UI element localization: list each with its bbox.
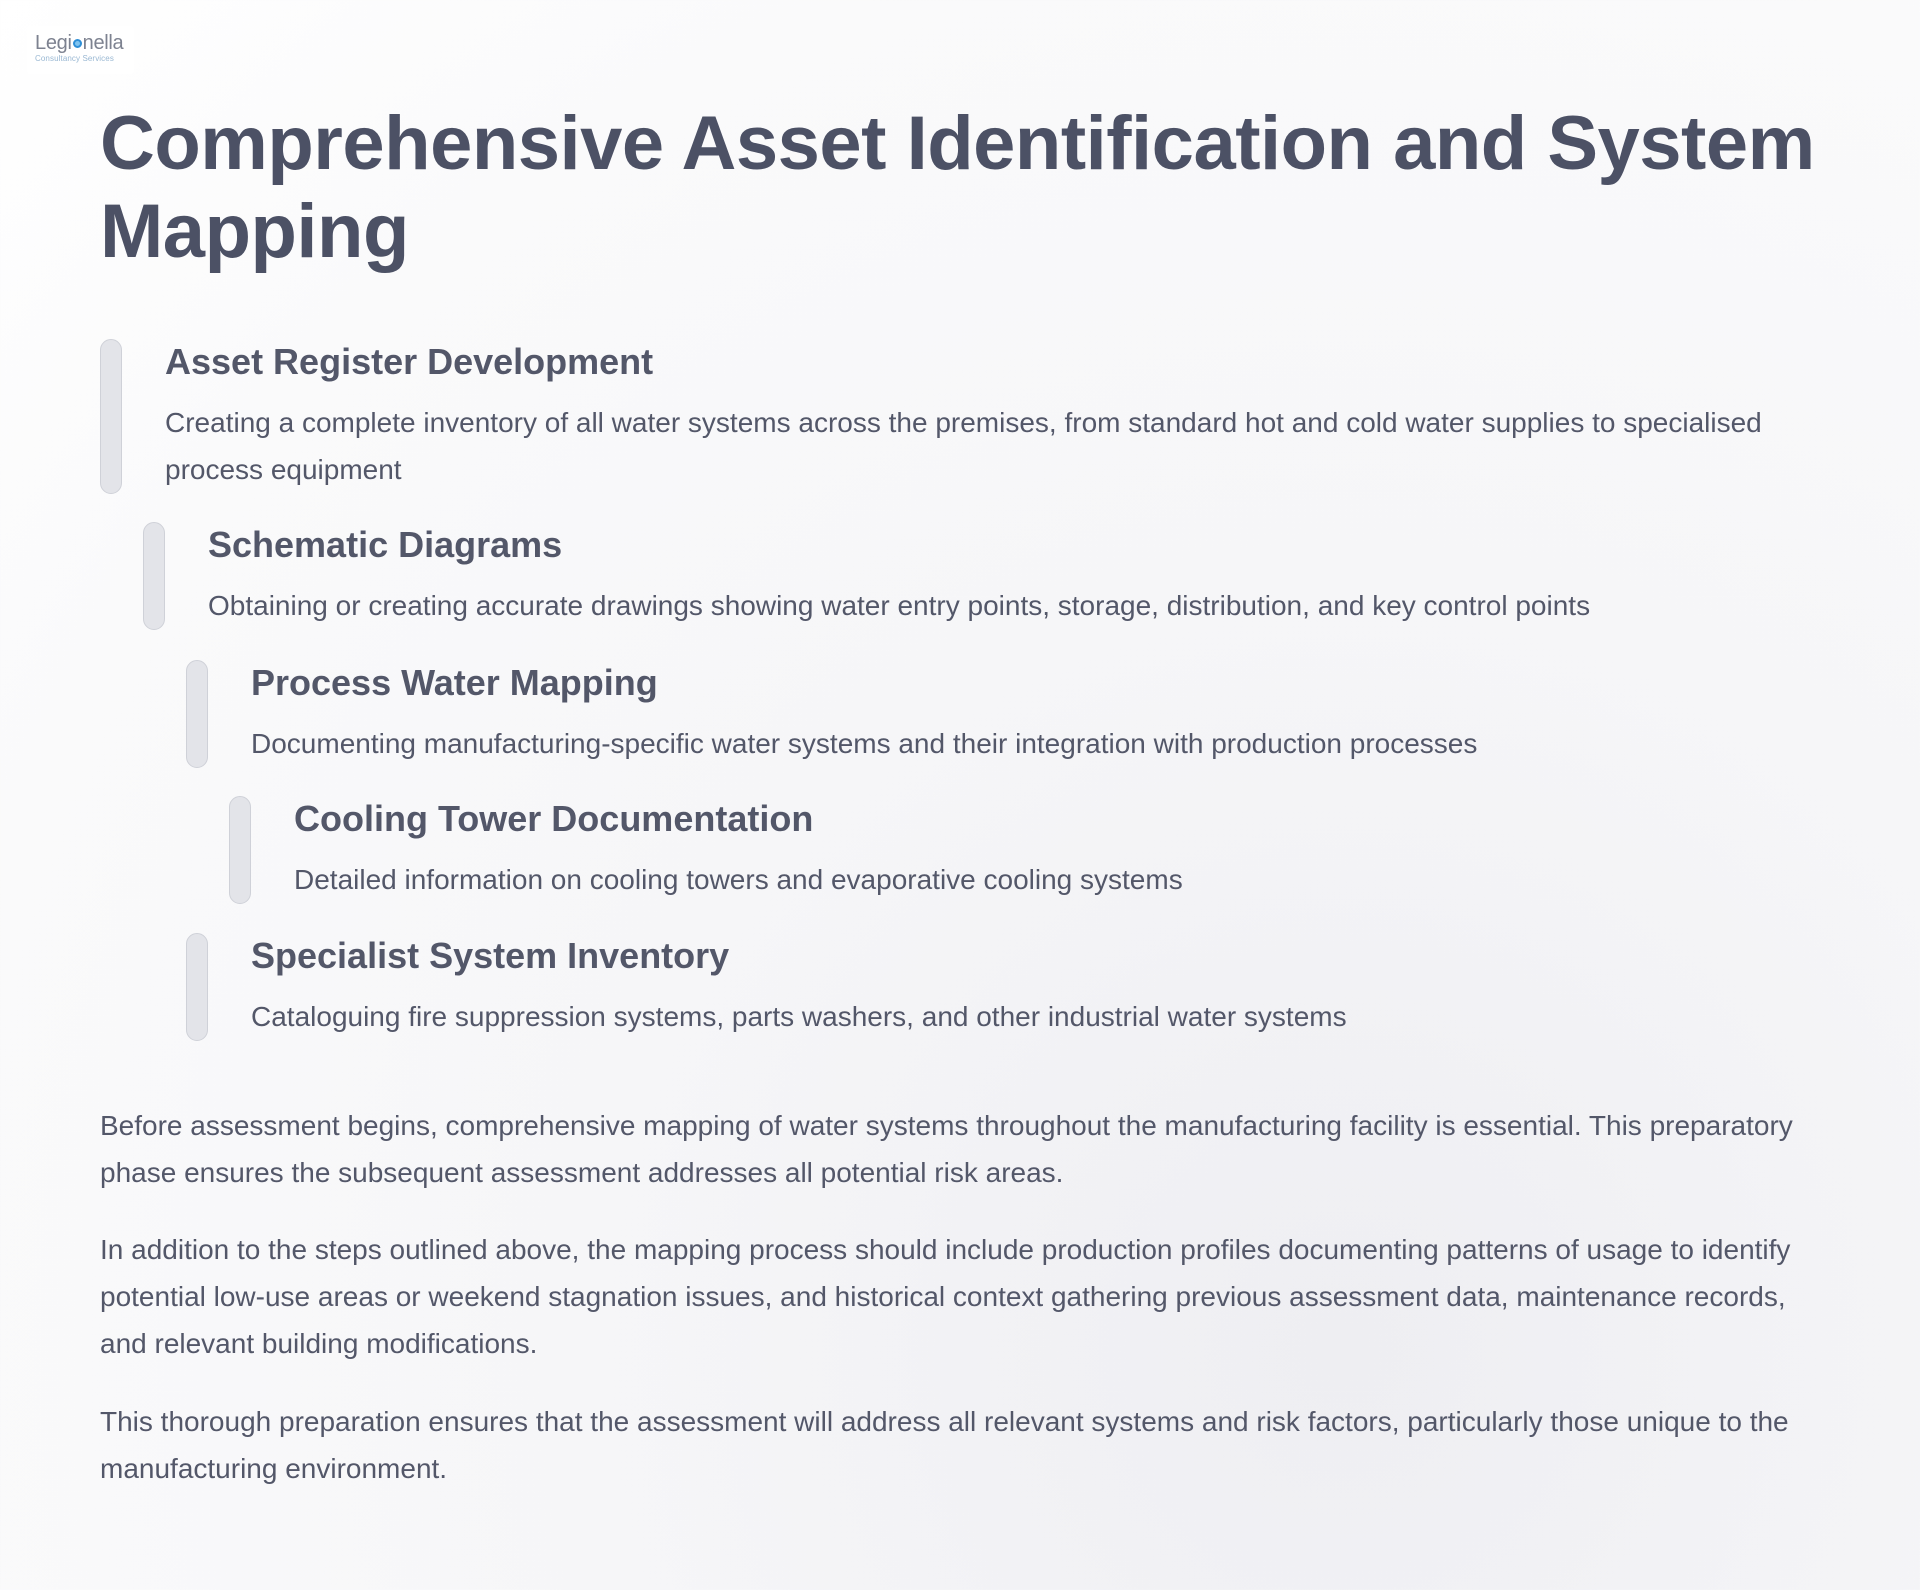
step-title: Asset Register Development xyxy=(165,341,654,382)
step-description: Detailed information on cooling towers and evaporative cooling systems xyxy=(294,864,1183,895)
company-logo xyxy=(27,26,134,74)
logo-dot-icon xyxy=(73,39,82,48)
step-description: Cataloguing fire suppression systems, parts washers, and other industrial water systems xyxy=(251,1001,1347,1032)
step-title: Schematic Diagrams xyxy=(208,524,563,565)
step-description: Documenting manufacturing-specific water systems and their integration with production processes xyxy=(251,728,1478,759)
step-bar-marker xyxy=(186,660,208,768)
step-description: Creating a complete inventory of all water systems across the premises, from standard hot and cold water supplies to specialised process equipment xyxy=(165,407,1762,485)
step-bar-marker xyxy=(229,796,251,904)
intro-paragraph: Before assessment begins, comprehensive mapping of water systems throughout the manufacturing facility is essential. This preparatory phase ensures the subsequent assessment addresses all potential risk areas. xyxy=(100,1110,1793,1188)
page-title: Comprehensive Asset Identification and System Mapping xyxy=(100,101,1815,274)
step-title: Cooling Tower Documentation xyxy=(294,798,814,839)
logo-subtitle: Consultancy Services xyxy=(35,54,114,63)
step-bar-marker xyxy=(186,933,208,1041)
step-bar-marker xyxy=(100,339,122,494)
step-title: Specialist System Inventory xyxy=(251,935,730,976)
logo-wordmark: Legi nella xyxy=(35,32,124,54)
step-description: Obtaining or creating accurate drawings showing water entry points, storage, distribution, and key control points xyxy=(208,590,1591,621)
step-bar-marker xyxy=(143,522,165,630)
conclusion-paragraph: This thorough preparation ensures that the assessment will address all relevant systems and risk factors, particularly those unique to the manufacturing environment. xyxy=(100,1406,1789,1484)
step-title: Process Water Mapping xyxy=(251,662,658,703)
details-paragraph: In addition to the steps outlined above, the mapping process should include production profiles documenting patterns of usage to identify potential low-use areas or weekend stagnation issues, and historical context gathering previous assessment data, maintenance records, and relevant building modifications. xyxy=(100,1234,1791,1359)
